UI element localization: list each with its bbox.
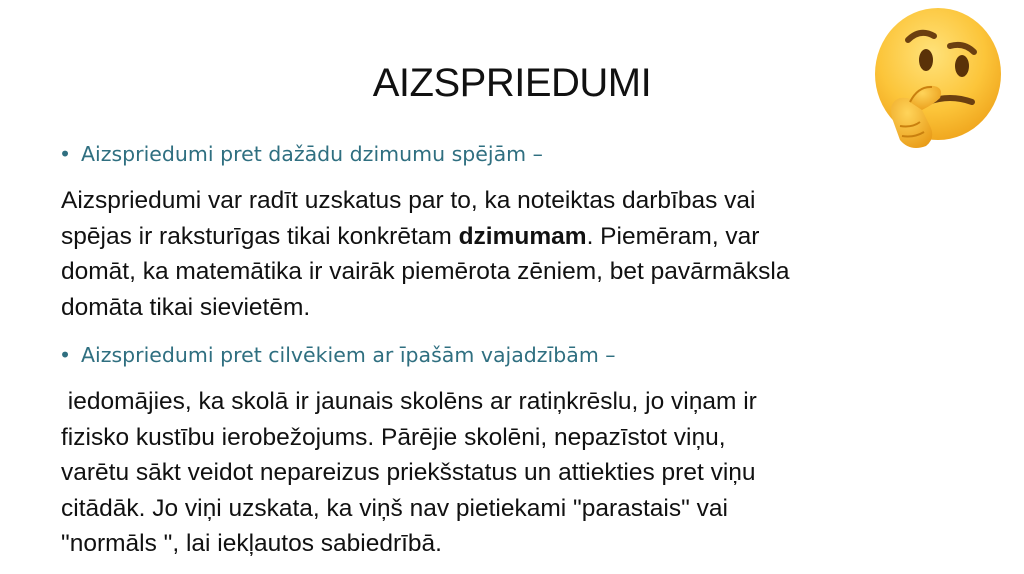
bullet-heading-text: Aizspriedumi pret dažādu dzimumu spējām – [81, 142, 543, 166]
paragraph-line: domāt, ka matemātika ir vairāk piemērota zēniem, bet pavārmāksla [61, 258, 790, 285]
paragraph-line: domāta tikai sievietēm. [61, 293, 311, 321]
bullet-dot-icon: • [59, 343, 72, 367]
paragraph-line: citādāk. Jo viņi uzskata, ka viņš nav pietiekami "parastais" vai [61, 494, 728, 522]
bullet-dot-icon: • [59, 142, 72, 166]
paragraph-text: . Piemēram, var [586, 222, 760, 250]
paragraph-line [61, 219, 961, 255]
paragraph-line: fizisko kustību ierobežojums. Pārējie skolēni, nepazīstot viņu, [61, 423, 726, 451]
paragraph-line: iedomājies, ka skolā ir jaunais skolēns ar ratiņkrēslu, jo viņam ir [61, 388, 757, 415]
thinking-face-icon [870, 6, 1004, 152]
bullet-heading-text: Aizspriedumi pret cilvēkiem ar īpašām vajadzībām – [81, 343, 616, 367]
paragraph-text: spējas ir raksturīgas tikai konkrētam [61, 222, 459, 250]
paragraph-line: "normāls ", lai iekļautos sabiedrībā. [61, 530, 442, 557]
bold-term: dzimumam [458, 222, 587, 250]
slide-title: AIZSPRIEDUMI [372, 61, 652, 105]
bullet-heading-special-needs [59, 341, 616, 369]
paragraph-special-needs [61, 384, 961, 562]
paragraph-line: varētu sākt veidot nepareizus priekšstatus un attiekties pret viņu [61, 459, 756, 486]
paragraph-line: Aizspriedumi var radīt uzskatus par to, ka noteiktas darbības vai [61, 187, 756, 214]
bullet-heading-gender [59, 140, 543, 168]
paragraph-gender [61, 183, 961, 325]
